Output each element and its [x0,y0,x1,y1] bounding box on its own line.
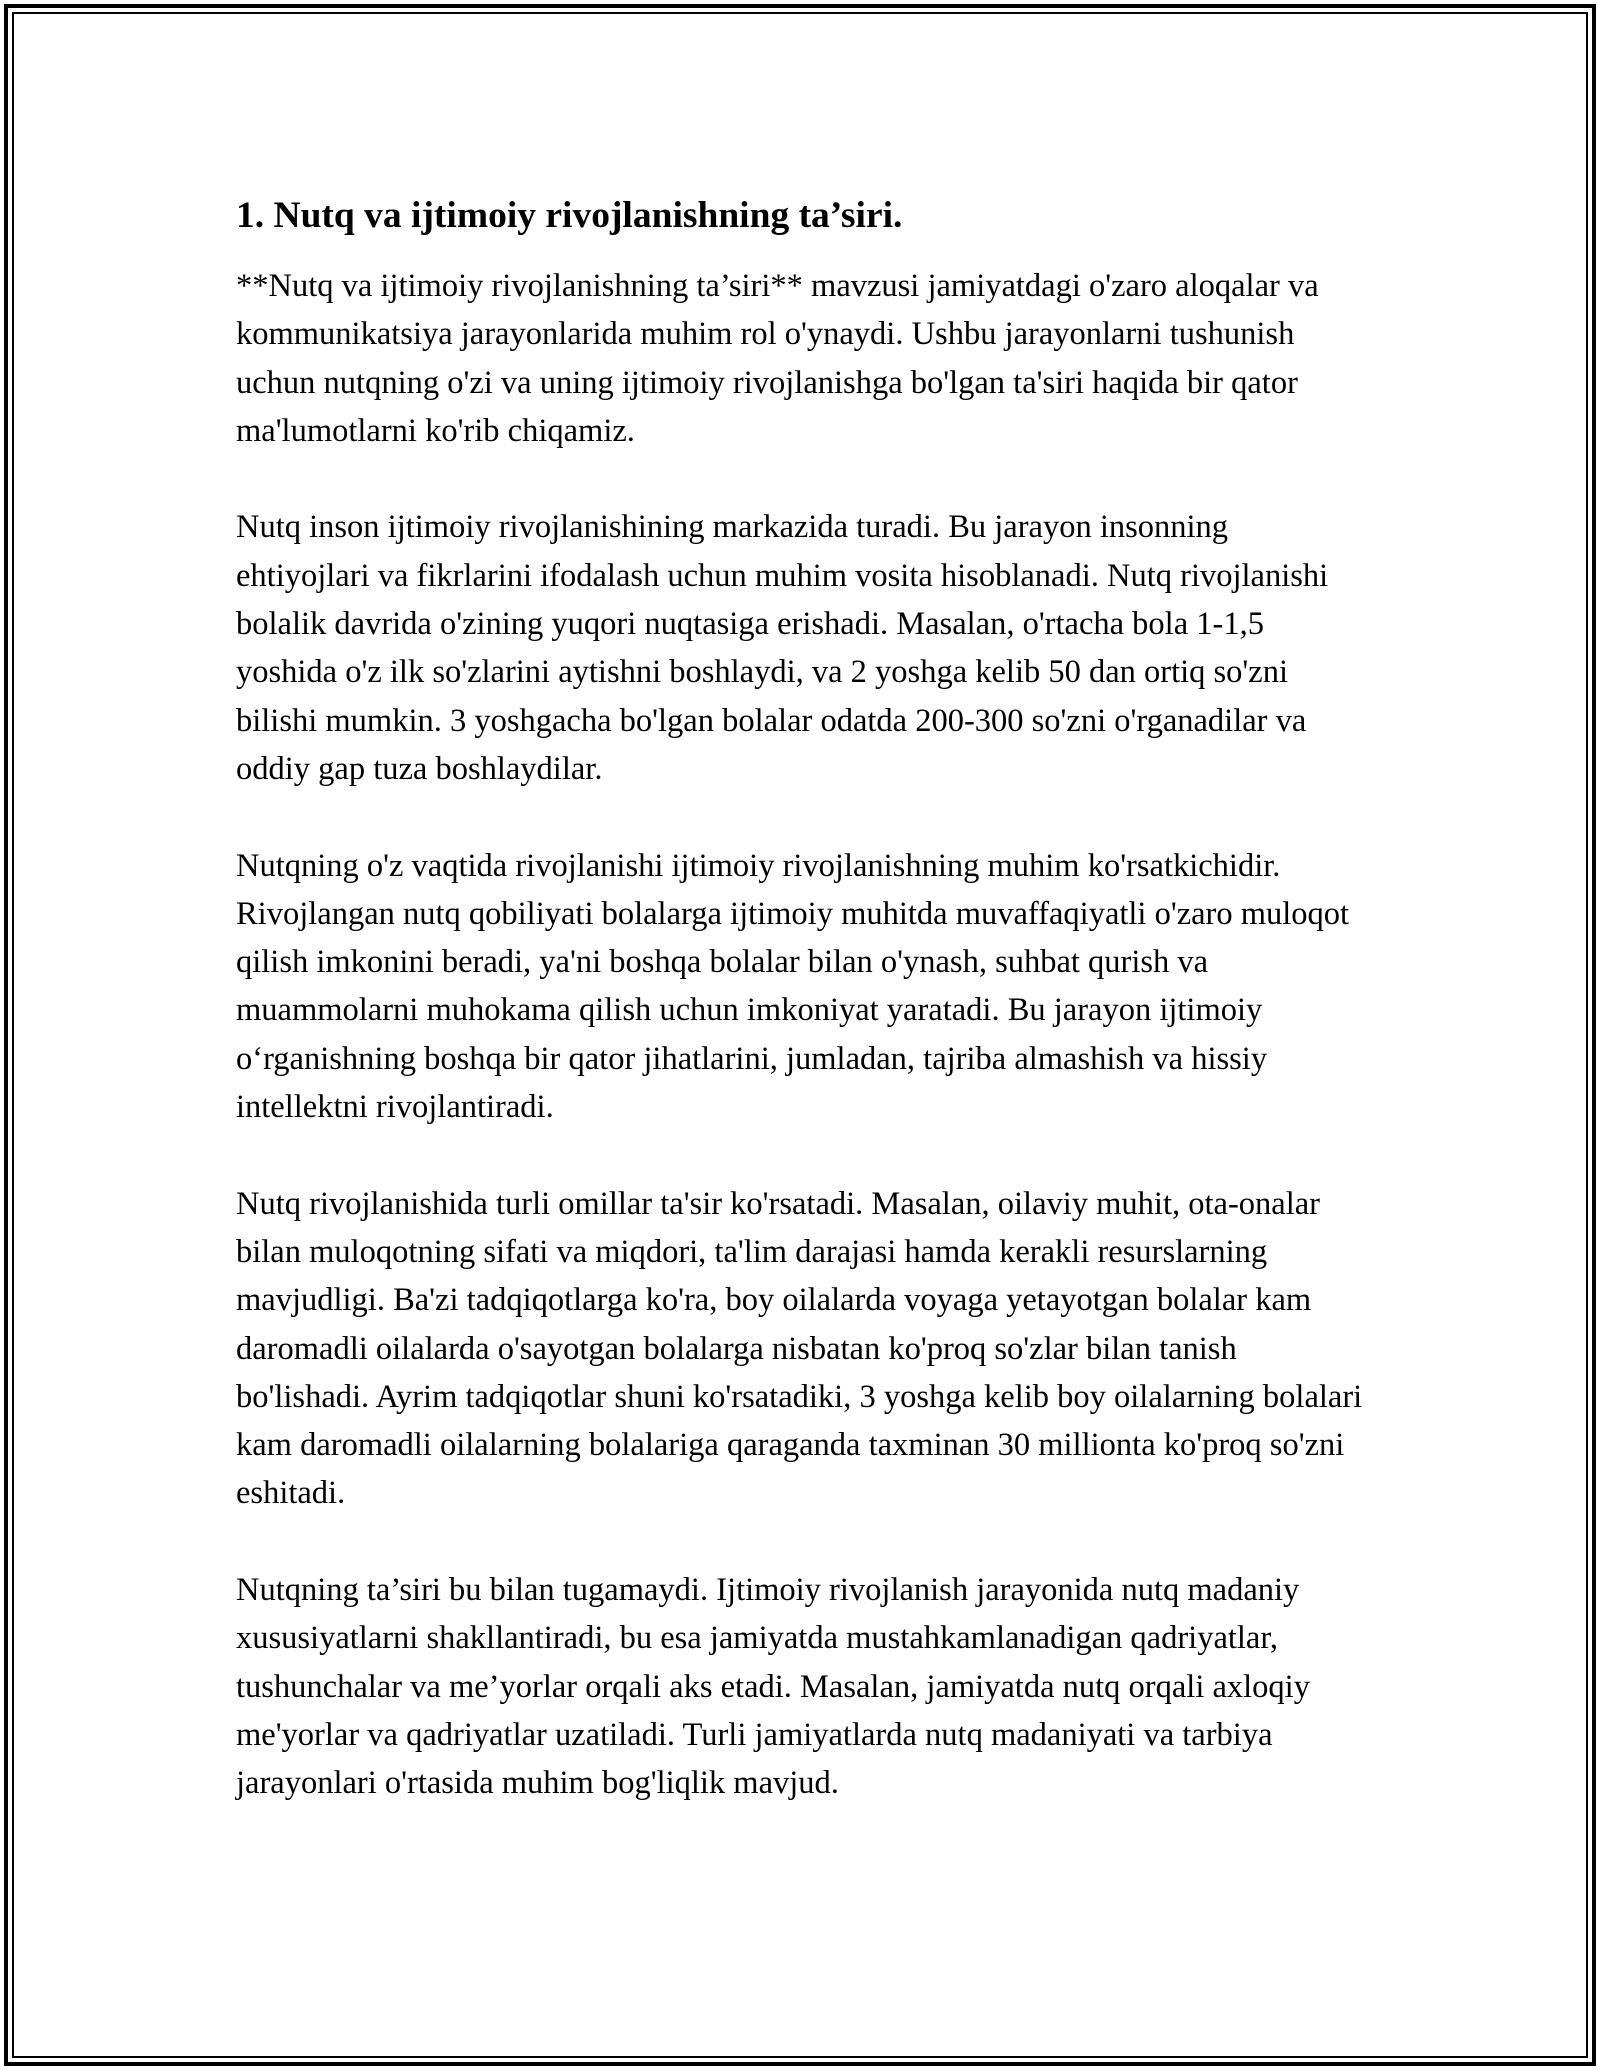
paragraph-cultural-impact: Nutqning ta’siri bu bilan tugamaydi. Ijtimoiy rivojlanish jarayonida nutq madaniy xususiyatlarni shakllantiradi, bu esa jamiyatda mustahkamlanadigan qadriyatlar, tushunchalar va me’yorlar orqali aks etadi. Masalan, jamiyatda nutq orqali axloqiy me'yorlar va qadriyatlar uzatiladi. Turli jamiyatlarda nutq madaniyati va tarbiya jarayonlari o'rtasida muhim bog'liqlik mavjud. [236,1572,1310,1802]
paragraph-intro: **Nutq va ijtimoiy rivojlanishning ta’siri** mavzusi jamiyatdagi o'zaro aloqalar va kommunikatsiya jarayonlarida muhim rol o'ynaydi. Ushbu jarayonlarni tushunish uchun nutqning o'zi va uning ijtimoiy rivojlanishga bo'lgan ta'siri haqida bir qator ma'lumotlarni ko'rib chiqamiz. [236,268,1319,449]
document-body [236,190,1366,1856]
paragraph-speech-development: Nutq inson ijtimoiy rivojlanishining markazida turadi. Bu jarayon insonning ehtiyojlari va fikrlarini ifodalash uchun muhim vosita hisoblanadi. Nutq rivojlanishi bolalik davrida o'zining yuqori nuqtasiga erishadi. Masalan, o'rtacha bola 1-1,5 yoshida o'z ilk so'zlarini aytishni boshlaydi, va 2 yoshga kelib 50 dan ortiq so'zni bilishi mumkin. 3 yoshgacha bo'lgan bolalar odatda 200-300 so'zni o'rganadilar va oddiy gap tuza boshlaydilar. [236,509,1329,787]
paragraph-influencing-factors: Nutq rivojlanishida turli omillar ta'sir ko'rsatadi. Masalan, oilaviy muhit, ota-onalar bilan muloqotning sifati va miqdori, ta'lim darajasi hamda kerakli resurslarning mavjudligi. Ba'zi tadqiqotlarga ko'ra, boy oilalarda voyaga yetayotgan bolalar kam daromadli oilalarda o'sayotgan bolalarga nisbatan ko'proq so'zlar bilan tanish bo'lishadi. Ayrim tadqiqotlar shuni ko'rsatadiki, 3 yoshga kelib boy oilalarning bolalari kam daromadli oilalarning bolalariga qaraganda taxminan 30 millionta ko'proq so'zni eshitadi. [236,1185,1363,1512]
section-heading: 1. Nutq va ijtimoiy rivojlanishning ta’siri. [236,195,903,236]
paragraph-social-indicator: Nutqning o'z vaqtida rivojlanishi ijtimoiy rivojlanishning muhim ko'rsatkichidir. Rivojlangan nutq qobiliyati bolalarga ijtimoiy muhitda muvaffaqiyatli o'zaro muloqot qilish imkonini beradi, ya'ni boshqa bolalar bilan o'ynash, suhbat qurish va muammolarni muhokama qilish uchun imkoniyat yaratadi. Bu jarayon ijtimoiy o‘rganishning boshqa bir qator jihatlarini, jumladan, tajriba almashish va hissiy intellektni rivojlantiradi. [236,847,1350,1126]
